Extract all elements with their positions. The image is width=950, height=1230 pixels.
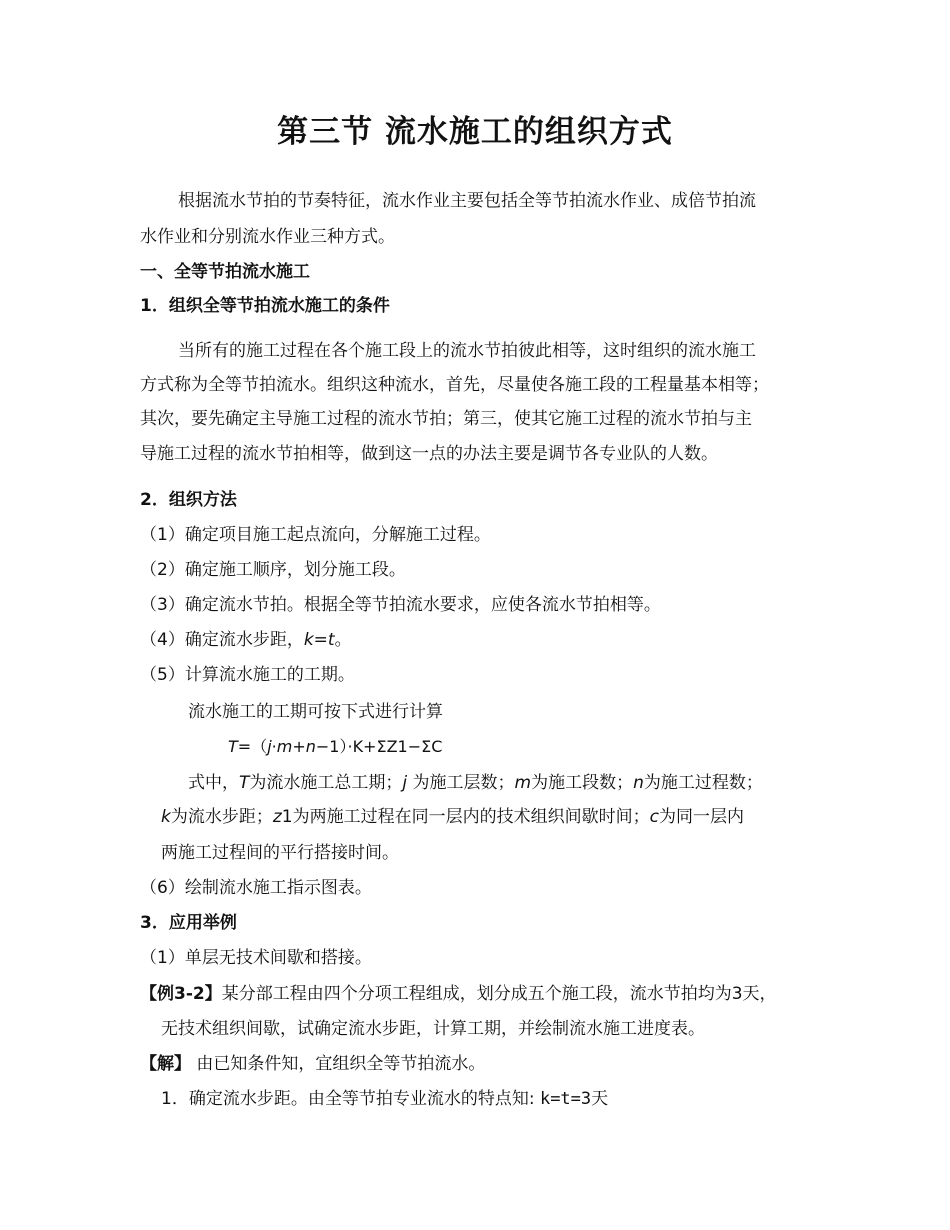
conditions-line-4: 导施工过程的流水节拍相等，做到这一点的办法主要是调节各专业队的人数。: [140, 444, 718, 464]
page-title: 第三节 流水施工的组织方式: [277, 114, 673, 150]
solution-tag: 【解】: [140, 1054, 191, 1074]
formula-part-a: =（: [237, 737, 268, 756]
duration-intro: 流水施工的工期可按下式进行计算: [188, 702, 443, 722]
solution-line: [140, 1053, 485, 1075]
solution-text: 由已知条件知，宜组织全等节拍流水。: [191, 1054, 486, 1074]
subsection-heading-conditions: 1．组织全等节拍流水施工的条件: [140, 296, 390, 316]
method-step-4-text: （4）确定流水步距，: [140, 630, 304, 650]
legend-text: 为流水步距；: [170, 807, 273, 827]
solution-step-1-formula: k=t=3: [539, 1089, 592, 1109]
legend-symbol-m: m: [514, 773, 532, 793]
legend-symbol-j: j: [402, 773, 408, 793]
formula-n: n: [305, 737, 316, 756]
legend-text: 为同一层内: [658, 807, 744, 827]
formula-legend-line-1: [188, 772, 763, 794]
solution-step-1-text: 1．确定流水步距。由全等节拍专业流水的特点知:: [161, 1089, 540, 1109]
formula-part-b: ·: [271, 737, 277, 756]
formula-part-c: +: [292, 737, 306, 756]
legend-text: 1为两施工过程在同一层内的技术组织间歇时间；: [281, 807, 650, 827]
formula-m: m: [276, 737, 293, 756]
solution-step-1-unit: 天: [591, 1089, 609, 1109]
legend-text: 为施工过程数；: [643, 773, 763, 793]
section-heading: 一、全等节拍流水施工: [140, 262, 310, 282]
legend-text: 为施工段数；: [531, 773, 634, 793]
formula-legend-line-3: 两施工过程间的平行搭接时间。: [161, 843, 399, 863]
conditions-line-1: 当所有的施工过程在各个施工段上的流水节拍彼此相等，这时组织的流水施工: [178, 341, 756, 361]
legend-text: 为施工层数；: [407, 773, 515, 793]
formula-T: T: [228, 737, 238, 756]
legend-symbol-n: n: [633, 773, 644, 793]
method-step-2: （2）确定施工顺序，划分施工段。: [140, 560, 406, 580]
example-line-2: 无技术组织间歇，试确定流水步距，计算工期，并绘制流水施工进度表。: [161, 1019, 705, 1039]
subsection-heading-method: 2．组织方法: [140, 490, 237, 510]
example-text: 某分部工程由四个分项工程组成，划分成五个施工段，流水节拍均为3天，: [221, 984, 777, 1004]
method-step-3: （3）确定流水节拍。根据全等节拍流水要求，应使各流水节拍相等。: [140, 595, 661, 615]
example-tag: 【例3-2】: [140, 984, 222, 1004]
intro-line-1: 根据流水节拍的节奏特征，流水作业主要包括全等节拍流水作业、成倍节拍流: [178, 191, 756, 211]
formula-legend-line-2: [161, 806, 744, 828]
example-line-1: [140, 983, 777, 1005]
method-step-1: （1）确定项目施工起点流向，分解施工过程。: [140, 525, 491, 545]
subsection-heading-examples: 3．应用举例: [140, 913, 237, 933]
method-step-4-end: 。: [334, 630, 352, 650]
legend-symbol-T: T: [239, 773, 250, 793]
legend-text: 为流水施工总工期；: [249, 773, 403, 793]
step-formula-k-equals-t: k=t: [303, 630, 335, 650]
method-step-4: [140, 629, 352, 651]
duration-formula: [228, 736, 442, 758]
formula-part-d: −1）·K+ΣZ1−ΣC: [315, 737, 443, 756]
solution-step-1: [161, 1088, 608, 1110]
legend-symbol-z: z: [272, 807, 282, 827]
legend-symbol-k: k: [161, 807, 171, 827]
intro-line-2: 水作业和分别流水作业三种方式。: [140, 227, 395, 247]
method-step-5: （5）计算流水施工的工期。: [140, 665, 355, 685]
case-heading: （1）单层无技术间歇和搭接。: [140, 948, 372, 968]
formula-j: j: [267, 737, 272, 756]
method-step-6: （6）绘制流水施工指示图表。: [140, 878, 372, 898]
conditions-line-3: 其次，要先确定主导施工过程的流水节拍；第三，使其它施工过程的流水节拍与主: [140, 409, 752, 429]
legend-text: 式中，: [188, 773, 239, 793]
conditions-line-2: 方式称为全等节拍流水。组织这种流水，首先，尽量使各施工段的工程量基本相等；: [140, 375, 769, 395]
legend-symbol-c: c: [649, 807, 659, 827]
